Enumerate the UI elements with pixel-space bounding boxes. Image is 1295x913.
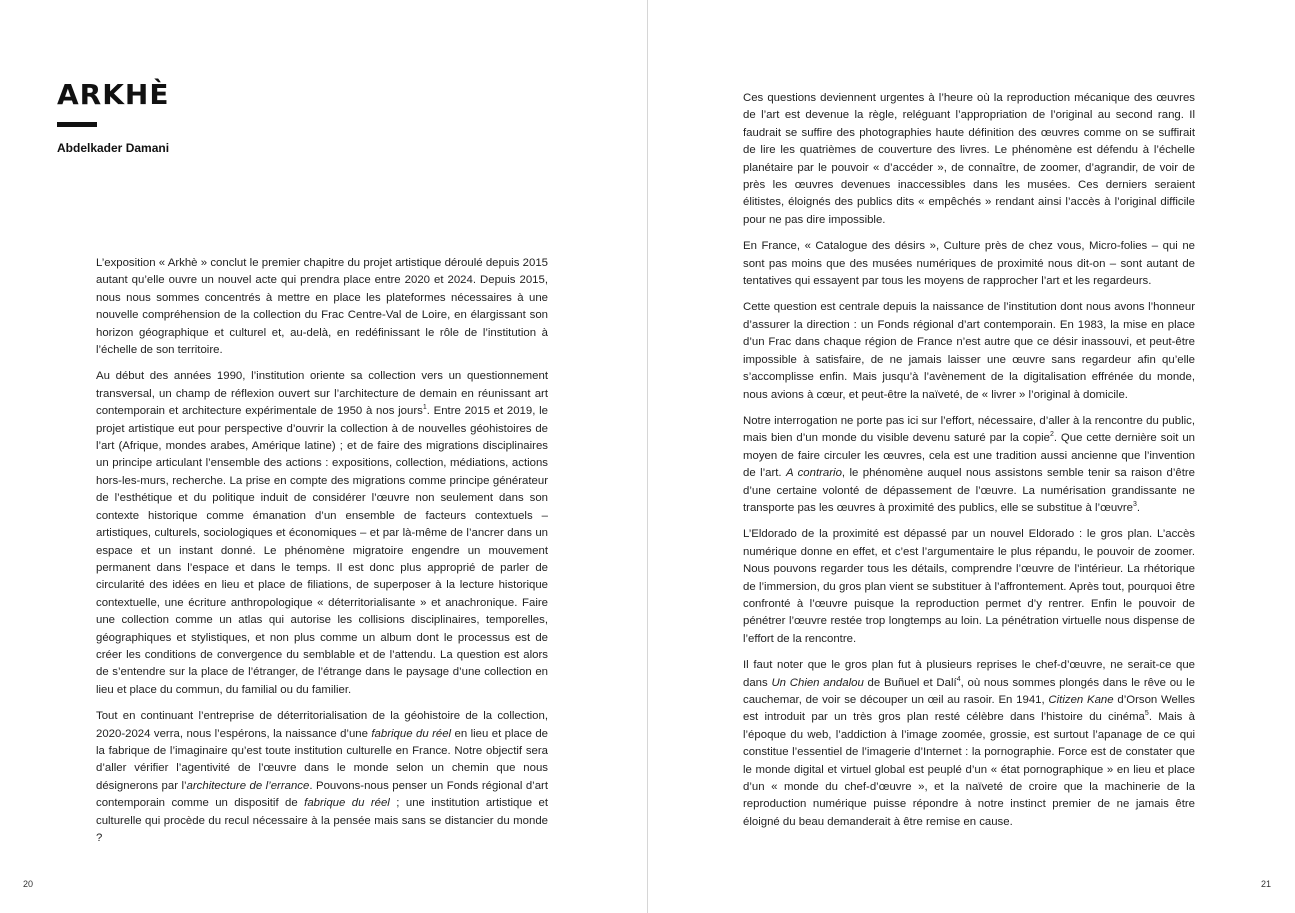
footnote-ref: 1	[422, 404, 427, 412]
footnote-ref: 4	[956, 675, 961, 683]
body-paragraph: Tout en continuant l’entreprise de déterritorialisation de la géohistoire de la collection, 2020-2024 verra, nous l’espérons, la naissance d’une fabrique du réel en lieu et place de la fabrique de l’imaginaire qu’est toute institution culturelle en France. Notre objectif sera d’aller vérifier l’agentivité de l’œuvre dans le monde selon un chemin que nous désignerons par l’architecture de l’errance. Pouvons-nous penser un Fonds régional d’art contemporain comme un dispositif de fabrique du réel ; une institution artistique et culturelle qui procède du recul nécessaire à la pensée mais sans se distancier du monde ?	[96, 710, 549, 844]
body-paragraph: Ces questions deviennent urgentes à l’heure où la reproduction mécanique des œuvres de l’art est devenue la règle, reléguant l’appropriation de l’original au second rang. Il faudrait se suffire des photographies haute définition des œuvres comme on se suffirait de lire les quatrièmes de couverture des livres. Le phénomène est défendu à l’échelle planétaire par le pouvoir « d’accéder », de connaître, de zoomer, d’agrandir, de voir de près les œuvres devenues inaccessibles dans les musées. Ces derniers seraient élitistes, éloignés des publics dits « empêchés » rendant ainsi l’accès à l’original difficile pour ne pas dire impossible.	[743, 92, 1195, 226]
footnote-ref: 3	[1132, 501, 1137, 509]
footnote-ref: 2	[1049, 431, 1054, 439]
left-body-column	[96, 255, 548, 856]
body-paragraph: En France, « Catalogue des désirs », Culture près de chez vous, Micro-folies – qui ne sont pas moins que des musées numériques de proximité nous dit-on – sont autant de tentatives qui essayent par tous les moyens de rapprocher l’art et les regardeurs.	[743, 240, 1195, 288]
italic-text: A contrario	[786, 467, 842, 480]
left-page	[0, 0, 647, 913]
italic-text: Un Chien andalou	[771, 676, 864, 689]
italic-text: architecture de l’errance	[186, 779, 310, 792]
right-body-column	[743, 90, 1195, 840]
body-paragraph: Notre interrogation ne porte pas ici sur l’effort, nécessaire, d’aller à la rencontre du public, mais bien d’un monde du visible devenu saturé par la copie$^2$. Que cette dernière soit un moyen de faire circuler les œuvres, cela est une tradition aussi ancienne que l’invention de l’art. A contrario, le phénomène auquel nous assistons semble tenir sa raison d’être d’une certaine volonté de dépassement de l’œuvre. La numérisation grandissante ne transporte pas les œuvres à proximité des publics, elle se substitue à l’œuvre$^3$.	[743, 414, 1195, 514]
body-paragraph: Au début des années 1990, l’institution oriente sa collection vers un questionnement transversal, un champ de réflexion ouvert sur l’architecture de demain en réunissant art contemporain et architecture expérimentale de 1950 à nos jours$^1$. Entre 2015 et 2019, le projet artistique eut pour perspective d’ouvrir la collection à de nouvelles géohistoires de l’art (Afrique, mondes arabes, Amérique latine) ; et de faire des migrations disciplinaires un principe articulant l’ensemble des actions : expositions, collection, médiations, actions hors-les-murs, recherche. La prise en compte des migrations comme principe générateur de l’esthétique et du politique induit de considérer l’œuvre non seulement dans son contexte historique comme émanation d’un ensemble de facteurs contextuels – artistiques, culturels, sociologiques et économiques – et par là-même de l’ancrer dans un espace et un instant donné. Le phénomène migratoire engendre un mouvement permanent dans l’espace et dans le temps. Il est donc plus approprié de parler de circularité des idées en lieu et place de filiations, de superposer à la lecture historique contextuelle, une écriture anthropologique « déterritorialisante » et anachronique. Faire une collection comme un atlas qui autorise les collisions disciplinaires, temporelles, géographiques et stylistiques, et non plus comme un album dont le processus est de créer les conditions de convergence du semblable et de l’attendu. La question est alors de s’entendre sur la place de l’étranger, de l’étrange dans le paysage d’une collection en lieu et place du commun, du familial ou du familier.	[96, 370, 548, 696]
title-underline	[57, 122, 97, 127]
italic-text: Citizen Kane	[1048, 694, 1114, 706]
body-paragraph: Il faut noter que le gros plan fut à plusieurs reprises le chef-d’œuvre, ne serait-ce que dans Un Chien andalou de Buñuel et Dalí$^4$, où nous sommes plongés dans le rêve ou le cauchemar, de voir se découper un œil au rasoir. En 1941, Citizen Kane d’Orson Welles est introduit par un très gros plan resté célèbre dans l’histoire du cinéma$^5$. Mais à l’époque du web, l’addiction à l’image zoomée, grossie, est surtout l’apanage de ce qui constitue l’essentiel de l’imagerie d’Internet : la pornographie. Force est de constater que le monde digital et virtuel global est peuplé d’un « état pornographique » en lieu et place d’un « monde du chef-d’œuvre », et la naïveté de croire que la machinerie de la reproduction numérique puisse répondre à notre instinct premier de ne jamais être éloigné du beau demanderait à être remise en cause.	[743, 659, 1196, 828]
page-number-left: 20	[23, 879, 34, 889]
italic-text: fabrique du réel	[371, 727, 452, 740]
italic-text: fabrique du réel	[304, 797, 390, 810]
article-title: ARKHÈ	[57, 78, 170, 111]
body-paragraph: L’Eldorado de la proximité est dépassé par un nouvel Eldorado : le gros plan. L’accès numérique donne en effet, et c’est l’argumentaire le plus répandu, le pouvoir de zoomer. Nous pouvons regarder tous les détails, comprendre l’œuvre de l’intérieur. La rhétorique de l’immersion, du gros plan vient se substituer à l’affrontement. Après tout, pourquoi être confronté à l’œuvre puisque la reproduction permet d’y rentrer. Enfin le pouvoir de pénétrer l’œuvre restée trop longtemps au loin. La pénétration virtuelle nous dispense de l’effort de la rencontre.	[743, 528, 1195, 645]
page-number-right: 21	[1260, 879, 1271, 889]
footnote-ref: 5	[1144, 710, 1149, 718]
right-page	[648, 0, 1295, 913]
body-paragraph: L’exposition « Arkhè » conclut le premier chapitre du projet artistique déroulé depuis 2015 autant qu’elle ouvre un nouvel acte qui prendra place entre 2020 et 2024. Depuis 2015, nous nous sommes concentrés à mettre en place les plateformes nécessaires à une nouvelle compréhension de la collection du Frac Centre-Val de Loire, en élargissant son horizon géographique et culturel et, au-delà, en redéfinissant le rôle de l’institution à l’échelle de son territoire.	[96, 257, 548, 357]
body-paragraph: Cette question est centrale depuis la naissance de l’institution dont nous avons l’honneur d’assurer la direction : un Fonds régional d’art contemporain. En 1983, la mise en place d’un Frac dans chaque région de France n’est autre que ce désir inassouvi, et peut-être impossible à satisfaire, de ne jamais laisser une œuvre sans regardeur afin qu’elle s’accomplisse enfin. Mais jusqu’à l’avènement de la digitalisation effrénée du monde, nous avions à cœur, et peut-être la naïveté, de « livrer » l’original à domicile.	[743, 301, 1195, 401]
author-name: Abdelkader Damani	[57, 141, 170, 155]
